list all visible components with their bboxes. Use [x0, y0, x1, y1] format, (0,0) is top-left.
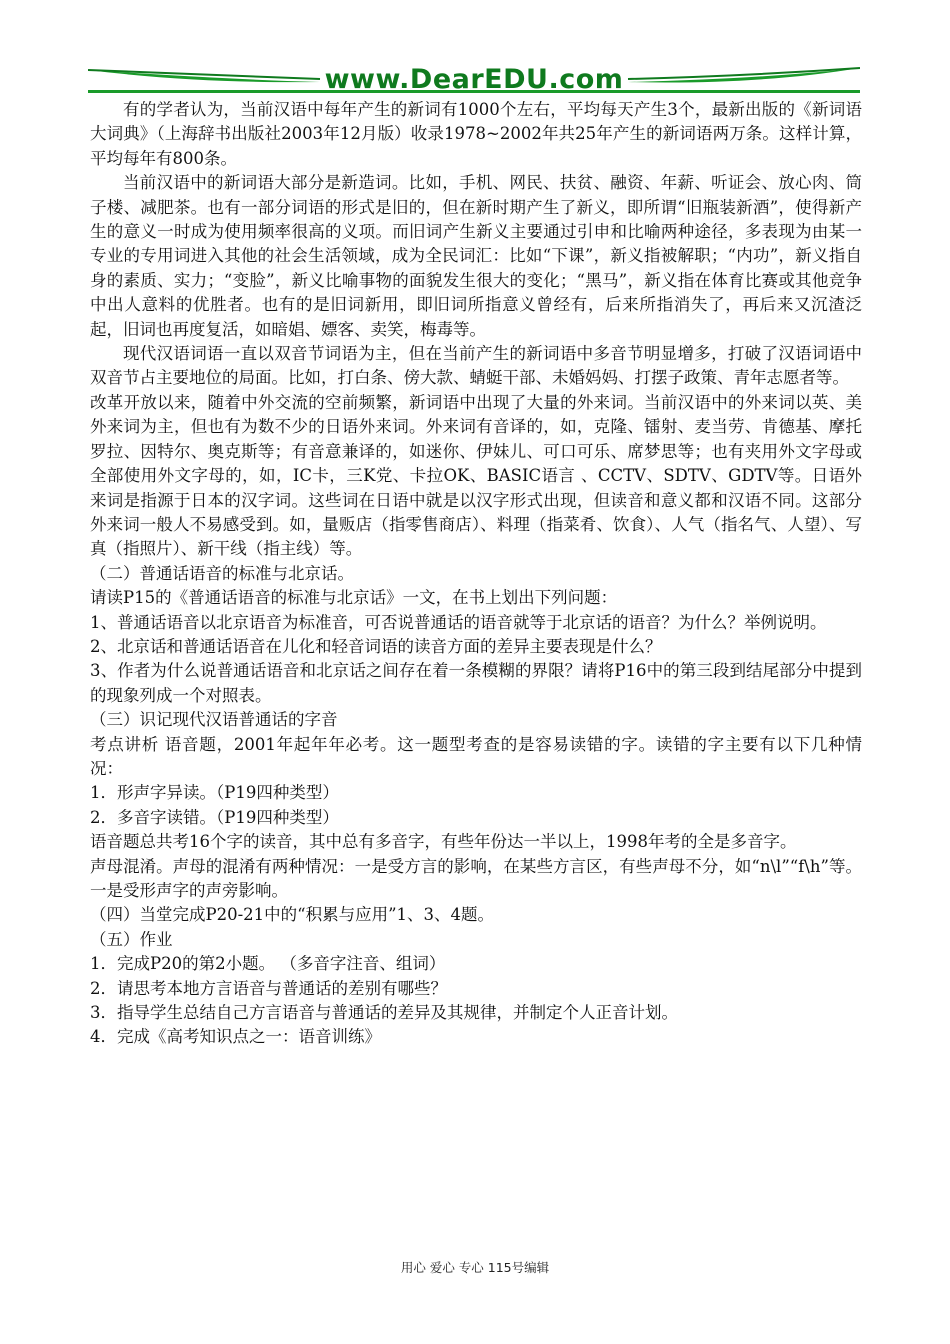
list-item: 3、作者为什么说普通话语音和北京话之间存在着一条模糊的界限？请将P16中的第三段到结尾部分中提到的现象列成一个对照表。 — [90, 661, 862, 705]
section-heading: （二）普通话语音的标准与北京话。 — [90, 563, 354, 583]
paragraph: 考点讲析 语音题，2001年起年年必考。这一题型考查的是容易读错的字。读错的字主要有以下几种情况： — [90, 734, 862, 778]
list-item: 4．完成《高考知识点之一：语音训练》 — [90, 1027, 381, 1047]
paragraph: 请读P15的《普通话语音的标准与北京话》一文，在书上划出下列问题： — [90, 588, 618, 608]
list-item: 2、北京话和普通话语音在儿化和轻音词语的读音方面的差异主要表现是什么？ — [90, 636, 662, 656]
site-header-banner — [88, 62, 860, 96]
document-body — [90, 98, 862, 1050]
section-heading: （三）识记现代汉语普通话的字音 — [90, 710, 338, 730]
list-item: 2．多音字读错。（P19四种类型） — [90, 807, 339, 827]
list-item: 1．完成P20的第2小题。 （多音字注音、组词） — [90, 954, 446, 974]
paragraph: 语音题总共考16个字的读音，其中总有多音字，有些年份达一半以上，1998年考的全是多音字。 — [90, 832, 797, 852]
page-footer: 用心 爱心 专心 115号编辑 — [400, 1260, 550, 1275]
paragraph: 现代汉语词语一直以双音节词语为主，但在当前产生的新词语中多音节明显增多，打破了汉语词语中双音节占主要地位的局面。比如，打白条、傍大款、蜻蜓干部、未婚妈妈、打摆子政策、青年志愿者等。 — [90, 344, 862, 388]
list-item: 1．形声字异读。（P19四种类型） — [90, 783, 339, 803]
paragraph: 声母混淆。声母的混淆有两种情况：一是受方言的影响，在某些方言区，有些声母不分，如“n\l”“f\h”等。一是受形声字的声旁影响。 — [90, 856, 862, 900]
paragraph: 改革开放以来，随着中外交流的空前频繁，新词语中出现了大量的外来词。当前汉语中的外来词以英、美外来词为主，但也有为数不少的日语外来词。外来词有音译的，如，克隆、镭射、麦当劳、肯德基、摩托罗拉、因特尔、奥克斯等；有音意兼译的，如迷你、伊妹儿、可口可乐、席梦思等；也有夹用外文字母或全部使用外文字母的，如，IC卡，三K党、卡拉OK、BASIC语言 、CCTV、SDTV、GDTV等。日语外来词是指源于日本的汉字词。这些词在日语中就是以汉字形式出现，但读音和意义都和汉语不同。这部分外来词一般人不易感受到。如，量贩店（指零售商店）、料理（指菜肴、饮食）、人气（指名气、人望）、写真（指照片）、新干线（指主线）等。 — [90, 392, 862, 559]
site-logo-text: www.DearEDU.com — [324, 64, 624, 95]
section-heading: （五）作业 — [90, 929, 173, 949]
list-item: 2．请思考本地方言语音与普通话的差别有哪些？ — [90, 978, 447, 998]
list-item: 3．指导学生总结自己方言语音与普通话的差异及其规律，并制定个人正音计划。 — [90, 1003, 678, 1023]
list-item: 1、普通话语音以北京语音为标准音，可否说普通话的语音就等于北京话的语音？为什么？举例说明。 — [90, 612, 827, 632]
paragraph: 当前汉语中的新词语大部分是新造词。比如，手机、网民、扶贫、融资、年薪、听证会、放心肉、筒子楼、减肥茶。也有一部分词语的形式是旧的，但在新时期产生了新义，即所谓“旧瓶装新酒”，使得新产生的意义一时成为使用频率很高的义项。而旧词产生新义主要通过引申和比喻两种途径，多表现为由某一专业的专用词进入其他的社会生活领域，成为全民词汇：比如“下课”，新义指被解职；“内功”，新义指自身的素质、实力；“变脸”，新义比喻事物的面貌发生很大的变化；“黑马”，新义指在体育比赛或其他竞争中出人意料的优胜者。也有的是旧词新用，即旧词所指意义曾经有，后来所指消失了，再后来又沉渣泛起，旧词也再度复活，如暗娼、嫖客、卖笑，梅毒等。 — [90, 173, 862, 339]
section-heading: （四）当堂完成P20-21中的“积累与应用”1、3、4题。 — [90, 905, 495, 925]
paragraph: 有的学者认为，当前汉语中每年产生的新词有1000个左右，平均每天产生3个，最新出版的《新词语大词典》（上海辞书出版社2003年12月版）收录1978~2002年共25年产生的新词语两万条。这样计算，平均每年有800条。 — [90, 100, 862, 168]
